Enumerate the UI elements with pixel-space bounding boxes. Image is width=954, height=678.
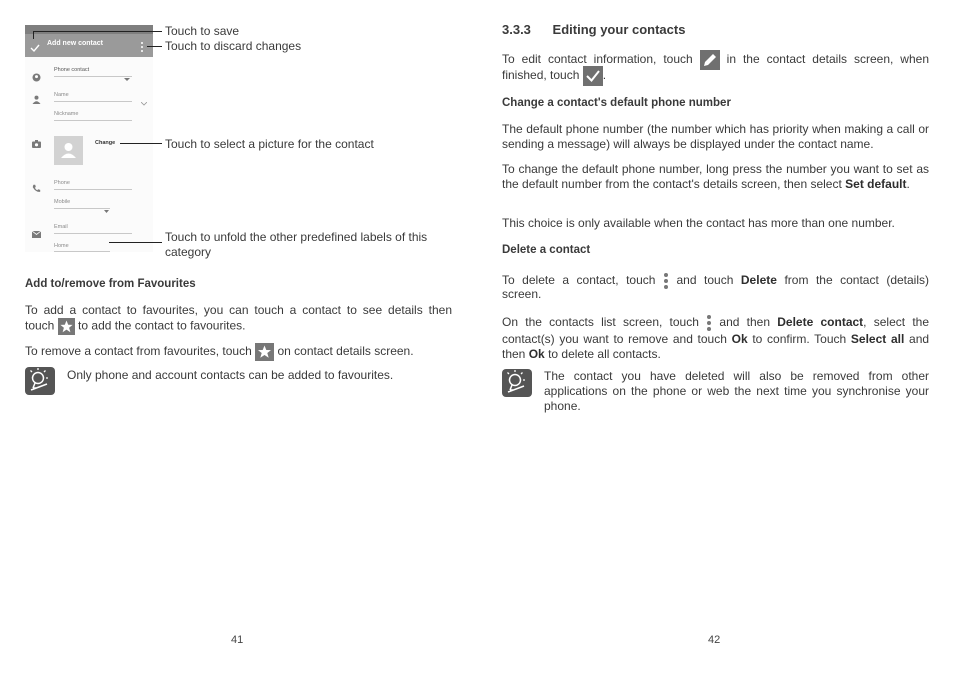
save-leader-line	[33, 31, 162, 32]
app-bar	[25, 34, 153, 57]
nickname-field[interactable]: Nickname	[54, 111, 79, 117]
picture-leader-line	[120, 143, 162, 144]
favourites-paragraph-1-line2: touch to add the contact to favourites.	[25, 318, 452, 335]
default-number-paragraph-3: This choice is only available when the contact has more than one number.	[502, 216, 895, 230]
edit-paragraph-line2: finished, touch .	[502, 66, 606, 86]
check-icon	[583, 66, 603, 86]
camera-icon	[32, 135, 41, 153]
discard-leader-line	[147, 46, 162, 47]
phone-field[interactable]: Phone	[54, 180, 70, 186]
status-bar	[25, 25, 153, 34]
phone-screenshot	[25, 25, 153, 252]
email-field[interactable]: Email	[54, 224, 68, 230]
lightbulb-tip-icon	[502, 369, 532, 397]
chevron-down-icon	[124, 69, 130, 87]
section-title: Editing your contacts	[552, 22, 686, 37]
mobile-select[interactable]: Mobile	[54, 199, 71, 205]
unfold-leader-line	[109, 242, 162, 243]
callout-save: Touch to save	[165, 24, 240, 38]
home-select[interactable]: Home	[54, 243, 69, 249]
default-number-paragraph-2: To change the default phone number, long press the number you want to set as the default number from the contact's details screen, then select Set default.	[502, 162, 929, 191]
more-vert-icon	[706, 314, 712, 332]
name-field[interactable]: Name	[54, 92, 69, 98]
section-heading	[502, 22, 685, 37]
page-number-left: 41	[231, 634, 244, 646]
callout-picture: Touch to select a picture for the contact	[165, 137, 374, 151]
star-icon	[255, 343, 274, 361]
save-leader-line-vert	[33, 31, 34, 39]
contact-photo-placeholder[interactable]	[54, 136, 83, 165]
default-number-paragraph-1: The default phone number (the number which has priority when making a call or sending a message) will always be displayed under the contact name.	[502, 122, 929, 151]
person-icon	[32, 91, 41, 109]
email-icon	[32, 225, 41, 243]
lightbulb-tip-icon	[25, 367, 55, 395]
callout-unfold	[165, 230, 455, 260]
delete-tip-text: The contact you have deleted will also be removed from other applications on the phone or web the next time you synchronise your phone.	[544, 369, 929, 413]
page-number-right: 42	[708, 634, 721, 646]
mobile-chevron-down-icon	[104, 201, 109, 219]
more-vert-icon	[663, 272, 669, 290]
edit-paragraph-line1: To edit contact information, touch in the contact details screen, when	[502, 50, 929, 70]
account-icon	[32, 69, 41, 87]
delete-contact-heading: Delete a contact	[502, 244, 591, 256]
app-bar-title: Add new contact	[47, 40, 104, 47]
callout-discard: Touch to discard changes	[165, 39, 302, 53]
favourites-paragraph-1: To add a contact to favourites, you can touch a contact to see details then	[25, 303, 452, 317]
star-icon	[58, 318, 75, 335]
delete-paragraph-1-line1: To delete a contact, touch and touch Delete from the contact (details)	[502, 272, 929, 290]
section-number: 3.3.3	[502, 22, 531, 37]
favourites-tip-text: Only phone and account contacts can be added to favourites.	[67, 368, 394, 382]
phone-icon	[32, 180, 41, 198]
check-icon[interactable]	[30, 40, 40, 58]
phone-contact-select[interactable]: Phone contact	[54, 67, 90, 73]
callout-unfold-line1: Touch to unfold the other predefined labels of this	[165, 230, 428, 244]
favourites-heading: Add to/remove from Favourites	[25, 278, 196, 290]
delete-paragraph-2: On the contacts list screen, touch and then Delete contact, select the contact(s) you want to remove and touch Ok to confirm. Touch Select all and then Ok to delete all contacts.	[502, 315, 930, 361]
expand-icon[interactable]	[141, 93, 147, 111]
pencil-icon	[700, 50, 720, 70]
favourites-paragraph-2: To remove a contact from favourites, touch on contact details screen.	[25, 343, 452, 361]
default-number-heading: Change a contact's default phone number	[502, 97, 731, 109]
callout-unfold-line2: category	[165, 245, 212, 259]
delete-paragraph-1-line2: screen.	[502, 287, 542, 301]
change-photo-button[interactable]: Change	[95, 140, 116, 146]
more-vert-icon[interactable]	[140, 40, 144, 58]
